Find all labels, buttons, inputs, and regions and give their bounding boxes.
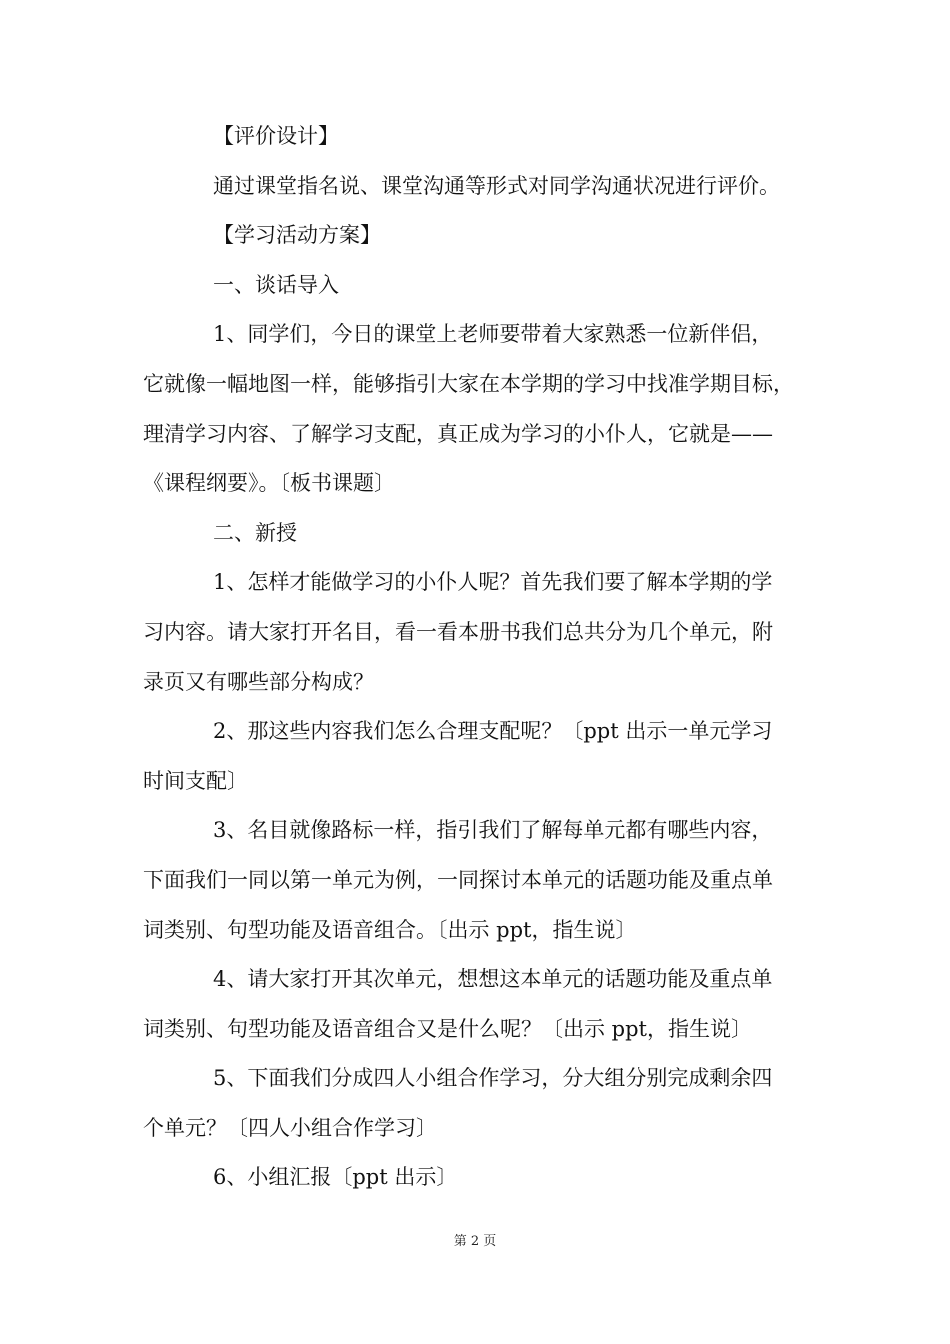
text-line: 《课程纲要》。〔板书课题〕 <box>143 471 395 496</box>
paragraph-new-6 <box>143 1153 813 1203</box>
text-line: 4、请大家打开其次单元，想想这本单元的话题功能及重点单 <box>213 967 773 992</box>
text-line: 时间支配〕 <box>143 768 248 793</box>
paragraph-new-3 <box>143 806 813 955</box>
text-line: 理清学习内容、了解学习支配，真正成为学习的小仆人，它就是—— <box>143 421 773 446</box>
paragraph-new-1 <box>143 558 813 707</box>
text-line: 6、小组汇报〔ppt 出示〕 <box>213 1165 458 1190</box>
text-line: 1、同学们，今日的课堂上老师要带着大家熟悉一位新伴侣， <box>213 322 773 347</box>
text-line: 个单元？〔四人小组合作学习〕 <box>143 1115 437 1140</box>
subheading-new-lesson <box>143 509 813 559</box>
page-number: 第 2 页 <box>453 1234 497 1249</box>
paragraph-new-2 <box>143 707 813 806</box>
text-line: 它就像一幅地图一样，能够指引大家在本学期的学习中找准学期目标， <box>143 371 794 396</box>
text-line: 下面我们一同以第一单元为例，一同探讨本单元的话题功能及重点单 <box>143 867 773 892</box>
text-line: 习内容。请大家打开名目，看一看本册书我们总共分为几个单元，附 <box>143 619 773 644</box>
text-line: 5、下面我们分成四人小组合作学习，分大组分别完成剩余四 <box>213 1066 773 1091</box>
text-line: 1、怎样才能做学习的小仆人呢？首先我们要了解本学期的学 <box>213 570 773 595</box>
text-line: 词类别、句型功能及语音组合。〔出示 ppt，指生说〕 <box>143 917 637 942</box>
text-line: 2、那这些内容我们怎么合理支配呢？〔ppt 出示一单元学习 <box>213 719 773 744</box>
section-heading-evaluation <box>143 112 813 162</box>
text-line: 二、新授 <box>213 520 297 545</box>
paragraph-new-5 <box>143 1054 813 1153</box>
text-line: 录页又有哪些部分构成？ <box>143 669 374 694</box>
paragraph-evaluation <box>143 162 813 212</box>
paragraph-intro-1 <box>143 310 813 508</box>
document-body <box>143 112 813 1203</box>
subheading-intro <box>143 261 813 311</box>
text-line: 【评价设计】 <box>213 124 339 148</box>
text-line: 3、名目就像路标一样，指引我们了解每单元都有哪些内容， <box>213 818 773 843</box>
text-line: 【学习活动方案】 <box>213 223 381 248</box>
text-line: 通过课堂指名说、课堂沟通等形式对同学沟通状况进行评价。 <box>213 173 780 198</box>
text-line: 词类别、句型功能及语音组合又是什么呢？〔出示 ppt，指生说〕 <box>143 1016 752 1041</box>
text-line: 一、谈话导入 <box>213 272 339 297</box>
paragraph-new-4 <box>143 955 813 1054</box>
section-heading-activity-plan <box>143 211 813 261</box>
